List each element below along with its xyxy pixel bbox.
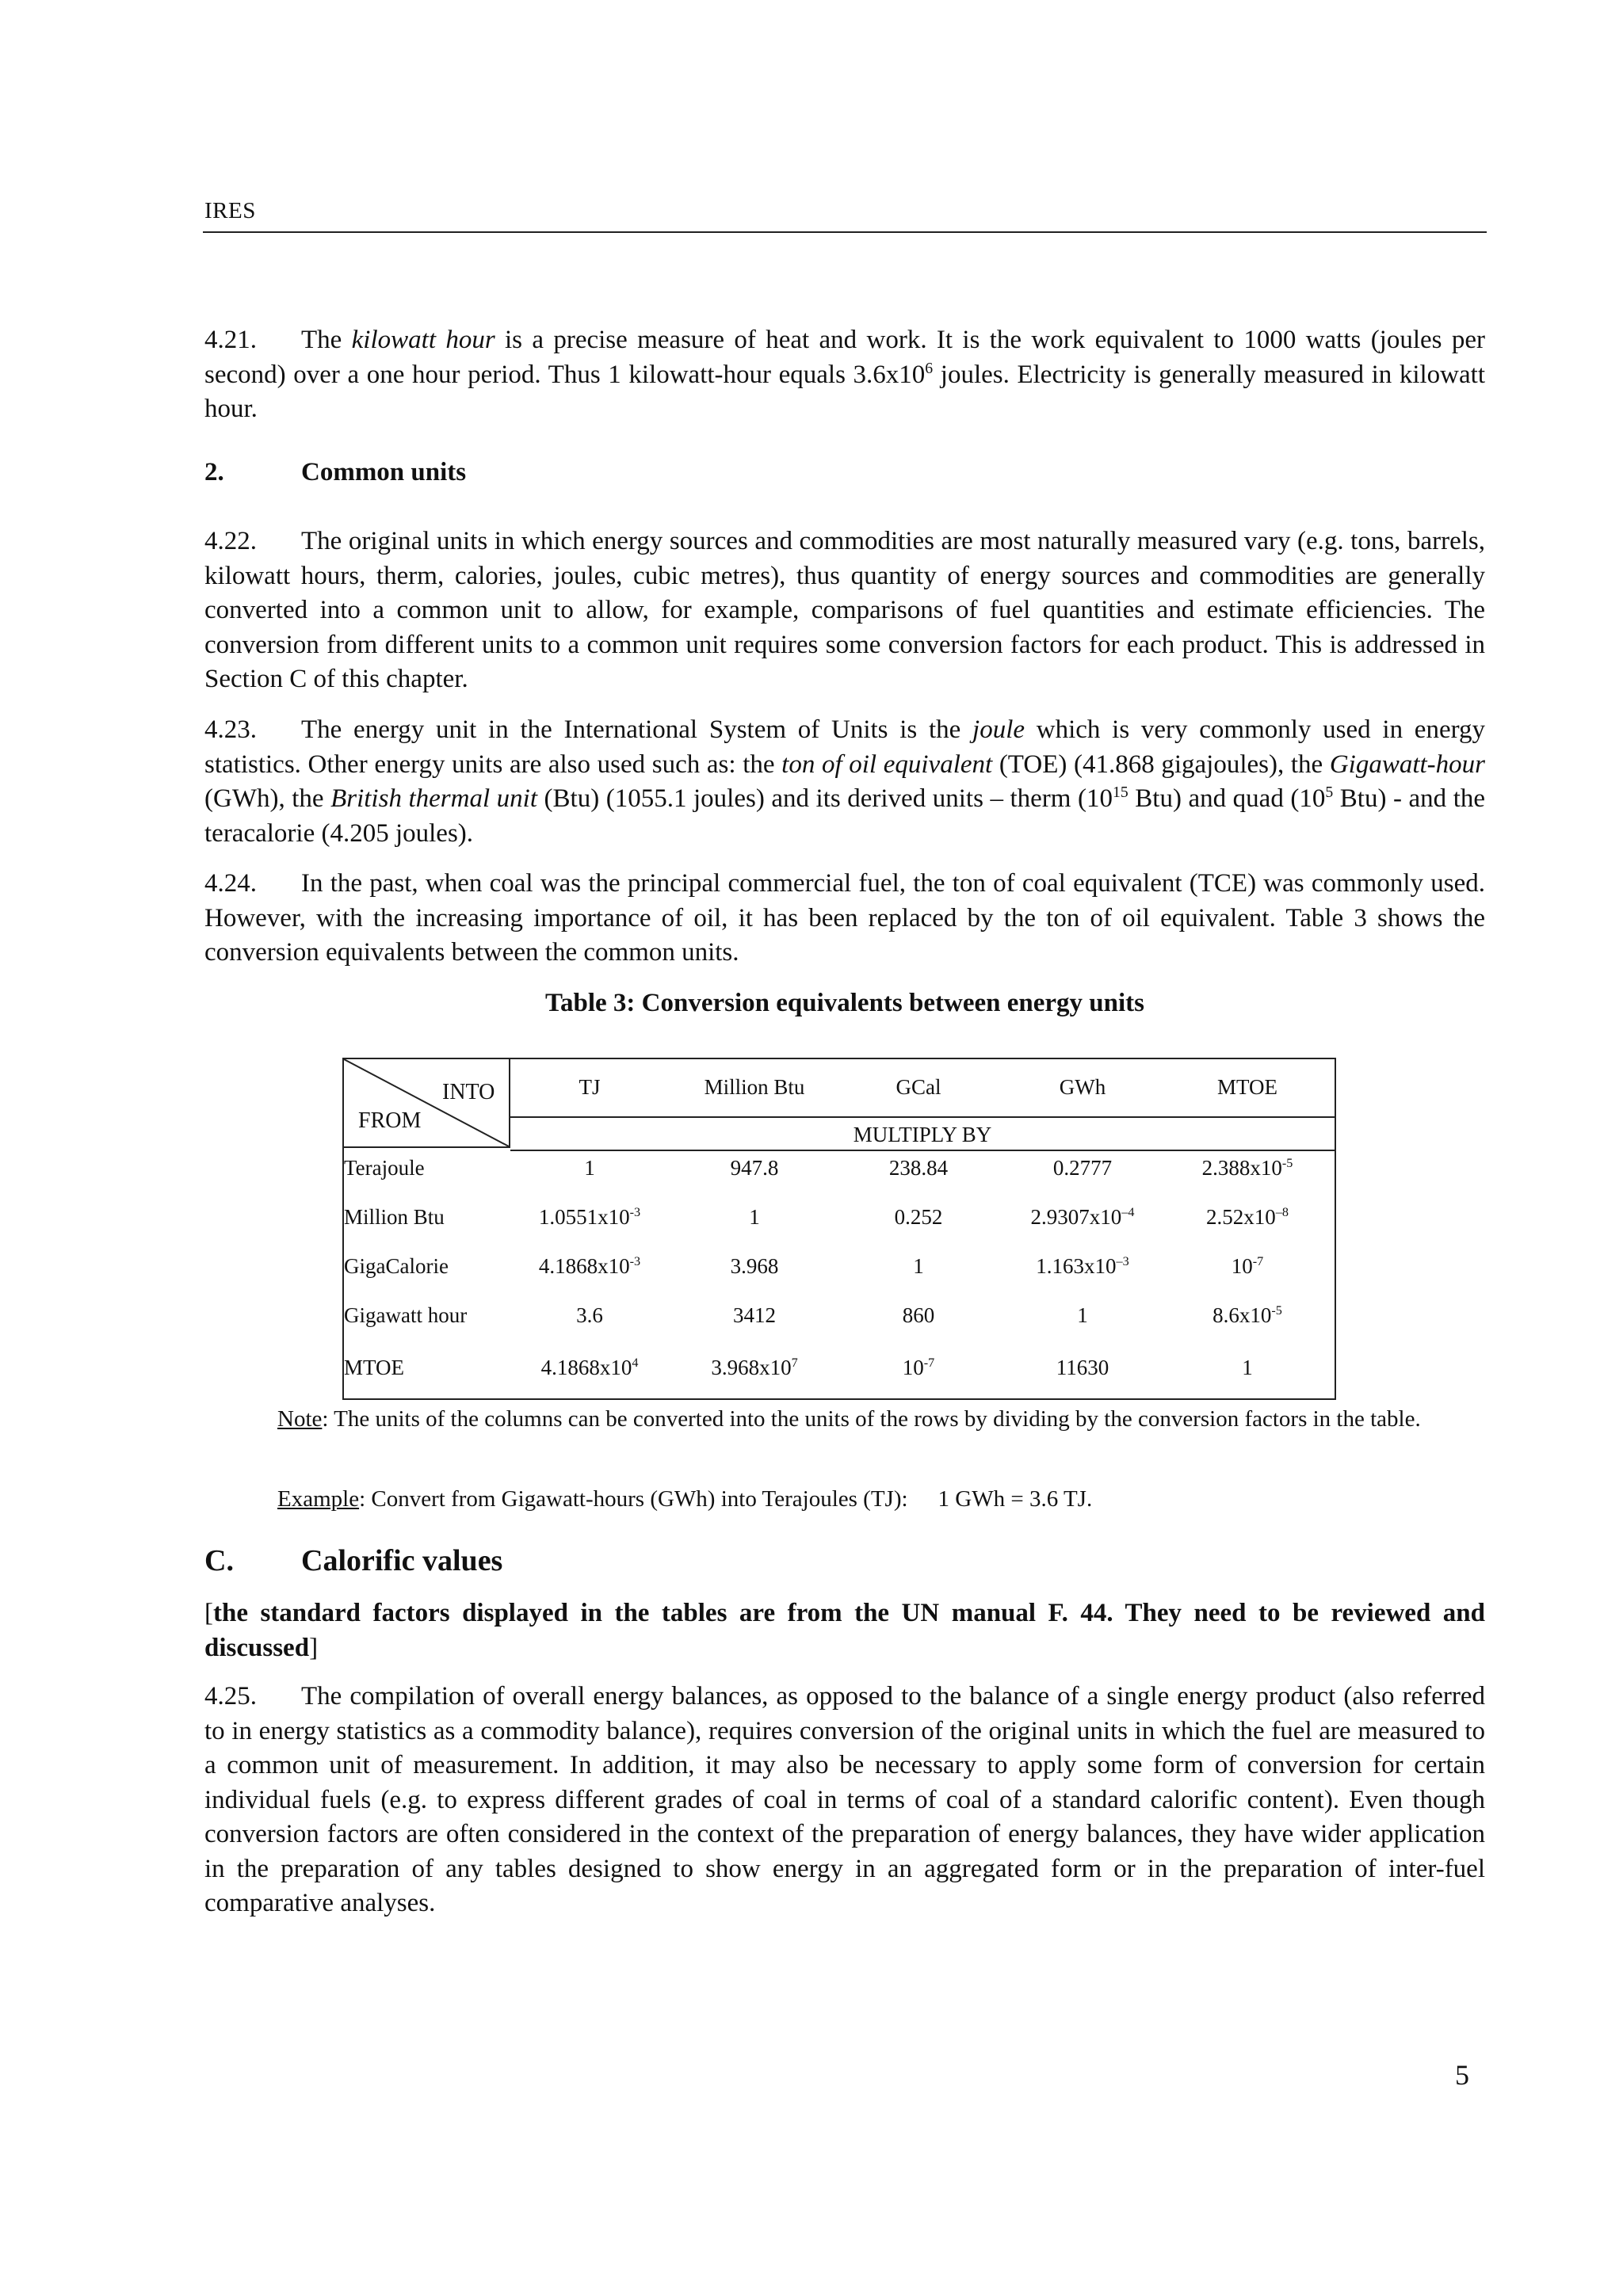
- table-cell: 3412: [733, 1303, 776, 1327]
- running-header: IRES: [204, 198, 256, 223]
- table-cell: 1: [749, 1205, 760, 1229]
- table-cell: $2.52x10^{-8}$: [1206, 1205, 1289, 1229]
- column-header: Million Btu: [704, 1075, 805, 1099]
- editorial-note: [the standard factors displayed in the tables are from the UN manual F. 44. They need to be reviewed and discussed]: [204, 1599, 1485, 1662]
- table-cell: 3.6: [576, 1303, 603, 1327]
- table-cell: 860: [902, 1303, 935, 1327]
- paragraph-number: 4.23.: [204, 715, 257, 744]
- table-cell: 1: [1077, 1303, 1088, 1327]
- column-header: GWh: [1059, 1075, 1106, 1099]
- header-rule: [203, 231, 1487, 233]
- multiply-by-row: [510, 1116, 1335, 1151]
- paragraph-4-21: 4.21. The kilowatt hour is a precise measure of heat and work. It is the work equivalent to 1000 watts (joules per second) over a one hour period. Thus 1 kilowatt-hour equals $3.6x10^6$ joules. Electricity is generally measured in kilowatt hour.: [204, 323, 1485, 427]
- into-label: INTO: [442, 1080, 495, 1104]
- term-joule: joule: [972, 715, 1025, 744]
- table-row: [344, 1356, 1335, 1405]
- row-label: GigaCalorie: [344, 1254, 449, 1278]
- table-header-row: [344, 1059, 1335, 1116]
- table-cell: $1.163x10^{-3}$: [1036, 1254, 1129, 1278]
- column-header: TJ: [579, 1075, 601, 1099]
- column-header: GCal: [896, 1075, 941, 1099]
- term-btu: British thermal unit: [330, 784, 538, 813]
- row-label: MTOE: [344, 1356, 405, 1379]
- table-cell: 947.8: [730, 1156, 779, 1180]
- table-cell: 1: [913, 1254, 924, 1278]
- table-cell: 11630: [1056, 1356, 1109, 1379]
- table-example: Example: Convert from Gigawatt-hours (GWh) into Terajoules (TJ): 1 GWh = 3.6 TJ.: [277, 1486, 1093, 1512]
- table-row: [344, 1205, 1335, 1254]
- row-label: Million Btu: [344, 1205, 445, 1229]
- section-heading-calorific-values: C. Calorific values: [204, 1544, 503, 1577]
- table-caption: Table 3: Conversion equivalents between energy units: [545, 989, 1144, 1017]
- paragraph-4-25: 4.25. The compilation of overall energy balances, as opposed to the balance of a single energy product (also referred to in energy statistics as a commodity balance), requires conversion of the original units in which the fuel are measured to a common unit of measurement. In addition, it may also be necessary to apply some form of conversion for certain individual fuels (e.g. to express different grades of coal in terms of coal of a standard calorific content). Even though conversion factors are often considered in the context of the preparation of energy balances, they have wider application in the preparation of any tables designed to show energy in an aggregated form or in the preparation of inter-fuel comparative analyses.: [204, 1680, 1485, 1921]
- table-cell: 3.968: [730, 1254, 779, 1278]
- table-cell: 0.2777: [1052, 1156, 1113, 1180]
- multiply-by-label: MULTIPLY BY: [853, 1123, 992, 1146]
- table-row: [344, 1254, 1335, 1303]
- table-cell: $10^{-7}$: [1231, 1254, 1264, 1278]
- table-row: [344, 1156, 1335, 1205]
- paragraph-4-22: 4.22. The original units in which energy sources and commodities are most naturally measured vary (e.g. tons, barrels, kilowatt hours, therm, calories, joules, cubic metres), thus quantity of energy sources and commodities are generally converted into a common unit to allow, for example, comparisons of fuel quantities and estimate efficiencies. The conversion from different units to a common unit requires some conversion factors for each product. This is addressed in Section C of this chapter.: [204, 524, 1485, 697]
- page-number: 5: [1455, 2059, 1469, 2091]
- row-label: Gigawatt hour: [344, 1303, 468, 1327]
- conversion-table: [342, 1058, 1336, 1400]
- paragraph-number: 4.21.: [204, 326, 257, 354]
- table-cell: $1.0551x10^{-3}$: [538, 1205, 641, 1229]
- paragraph-4-23: 4.23. The energy unit in the International System of Units is the joule which is very commonly used in energy statistics. Other energy units are also used such as: the ton of oil equivalent (TOE) (41.868 gigajoules), the Gigawatt-hour (GWh), the British thermal unit (Btu) (1055.1 joules) and its derived units – therm ($10^{15}$ Btu) and quad ($10^5$ Btu) - and the teracalorie (4.205 joules).: [204, 713, 1485, 851]
- table-cell: $8.6x10^{-5}$: [1212, 1303, 1282, 1327]
- table-cell: 1: [1242, 1356, 1253, 1379]
- table-cell: $10^{-7}$: [902, 1356, 935, 1379]
- table-cell: $2.9307x10^{-4}$: [1030, 1205, 1135, 1229]
- paragraph-number: 4.22.: [204, 527, 257, 555]
- section-heading-common-units: 2. Common units: [204, 458, 467, 486]
- term-gigawatt-hour: Gigawatt-hour: [1329, 749, 1486, 779]
- table-cell: $4.1868x10^{-3}$: [538, 1254, 641, 1278]
- table-cell: $2.388x10^{-5}$: [1201, 1156, 1293, 1180]
- paragraph-4-24: 4.24. In the past, when coal was the principal commercial fuel, the ton of coal equivalent (TCE) was commonly used. However, with the increasing importance of oil, it has been replaced by the ton of oil equivalent. Table 3 shows the conversion equivalents between the common units.: [204, 867, 1485, 971]
- paragraph-number: 4.24.: [204, 869, 257, 898]
- note-label: Note: [277, 1406, 323, 1432]
- term-kilowatt-hour: kilowatt hour: [351, 326, 495, 354]
- paragraph-number: 4.25.: [204, 1682, 257, 1711]
- table-cell: $3.968x10^7$: [711, 1356, 798, 1379]
- term-toe: ton of oil equivalent: [781, 749, 993, 779]
- example-value: 1 GWh = 3.6 TJ.: [938, 1486, 1093, 1512]
- from-label: FROM: [358, 1108, 422, 1133]
- column-header: MTOE: [1216, 1075, 1277, 1099]
- table-cell: 238.84: [888, 1156, 949, 1180]
- table-cell: 0.252: [894, 1205, 943, 1229]
- table-note: Note: The units of the columns can be converted into the units of the rows by dividing by the conversion factors in the table.: [277, 1406, 1421, 1432]
- table-cell: 1: [584, 1156, 595, 1180]
- row-label: Terajoule: [344, 1156, 425, 1180]
- table-cell: $4.1868x10^4$: [540, 1356, 639, 1379]
- table-row: [344, 1303, 1335, 1352]
- example-label: Example: [277, 1486, 360, 1512]
